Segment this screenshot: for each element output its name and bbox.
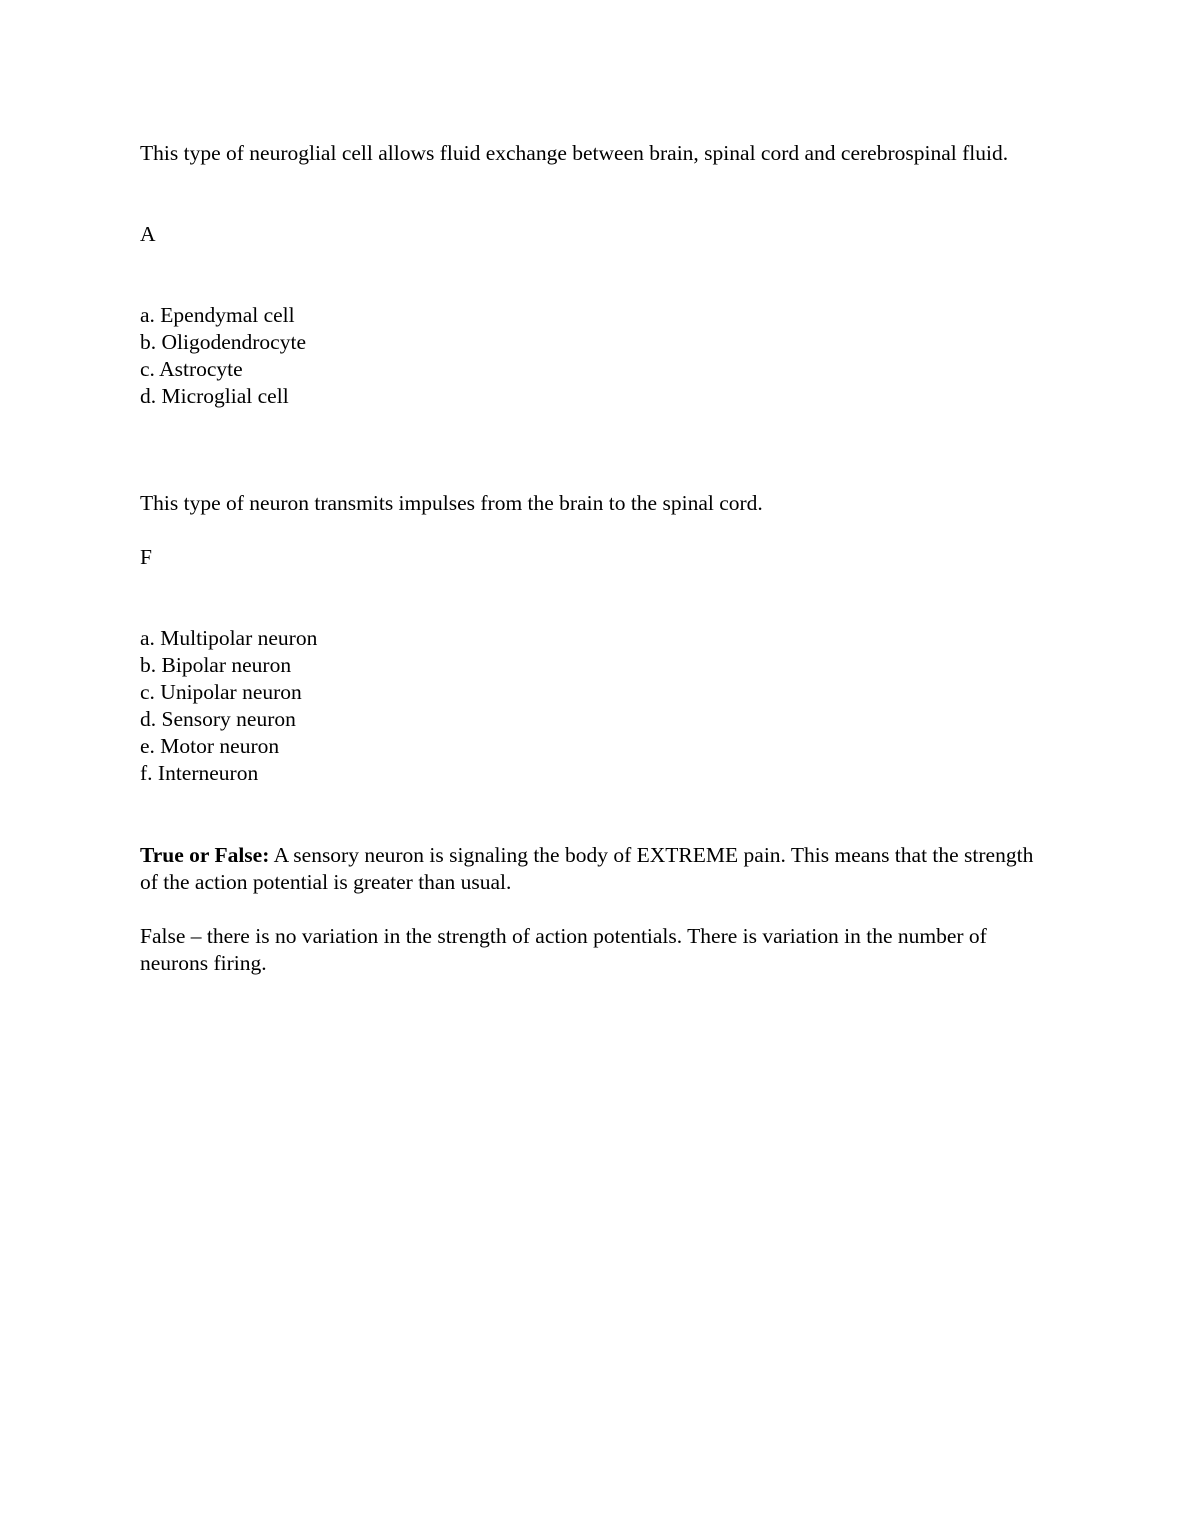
question-1-option-d: d. Microglial cell	[140, 384, 289, 408]
question-2-options	[140, 625, 317, 787]
question-3-answer: False – there is no variation in the strength of action potentials. There is variation in the number of neurons firing.	[140, 924, 987, 975]
question-1-answer: A	[140, 222, 156, 246]
question-2-prompt: This type of neuron transmits impulses from the brain to the spinal cord.	[140, 491, 763, 515]
question-3-prompt	[140, 842, 1050, 896]
question-2-option-a: a. Multipolar neuron	[140, 626, 318, 650]
question-2-option-c: c. Unipolar neuron	[140, 680, 302, 704]
question-1-prompt: This type of neuroglial cell allows fluid exchange between brain, spinal cord and cerebrospinal fluid.	[140, 141, 1009, 165]
question-1-option-b: b. Oligodendrocyte	[140, 330, 306, 354]
question-3-statement: A sensory neuron is signaling the body of EXTREME pain. This means that the strength of the action potential is greater than usual.	[140, 843, 1034, 894]
question-2-option-e: e. Motor neuron	[140, 734, 280, 758]
question-1-option-c: c. Astrocyte	[140, 357, 243, 381]
question-1-option-a: a. Ependymal cell	[140, 303, 295, 327]
question-3-label: True or False:	[140, 843, 270, 867]
question-2-option-b: b. Bipolar neuron	[140, 653, 292, 677]
question-2-option-f: f. Interneuron	[140, 761, 259, 785]
question-1-options	[140, 302, 306, 410]
question-2-option-d: d. Sensory neuron	[140, 707, 296, 731]
question-2-answer: F	[140, 545, 152, 569]
